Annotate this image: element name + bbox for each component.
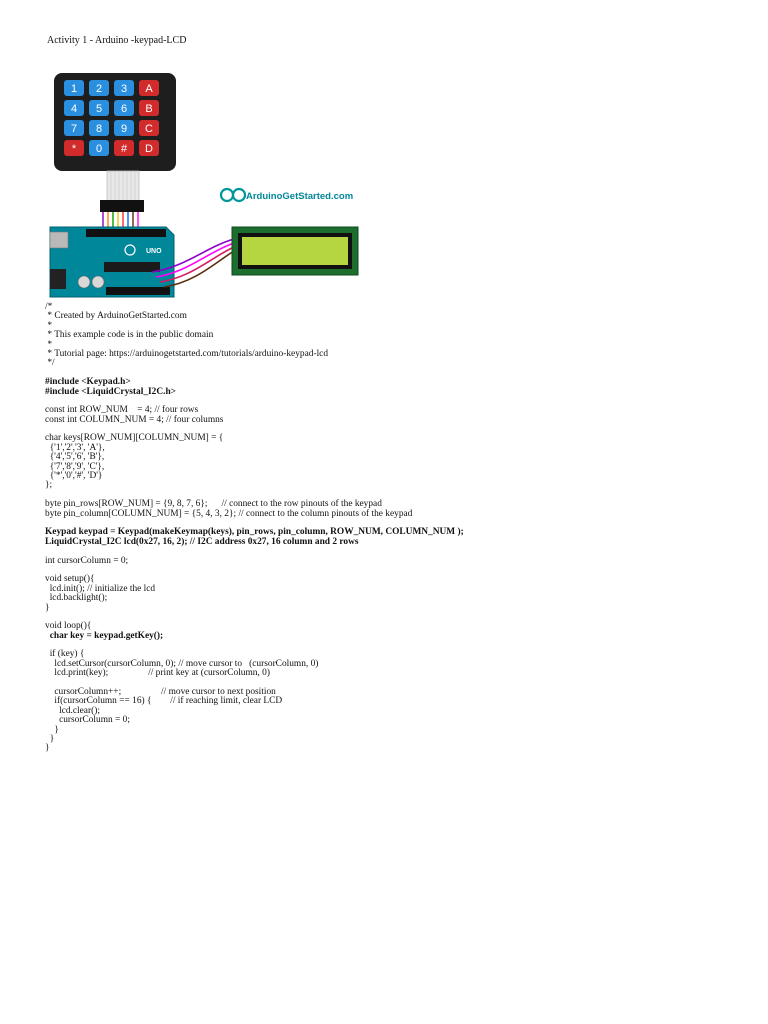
code-line: byte pin_column[COLUMN_NUM] = {5, 4, 3, 2}; // connect to the column pinouts of the keypad [45,508,413,519]
usb-port [50,232,68,248]
keypad-key [139,100,159,116]
code-line: if (key) { [45,649,85,660]
code-line: } [45,733,55,744]
code-line: } [45,743,50,754]
code-line: {'7','8','9', 'C'}, [45,461,105,472]
code-line: int cursorColumn = 0; [45,555,129,566]
code-line: char key = keypad.getKey(); [45,630,164,641]
keypad-key [64,100,84,116]
keypad-key [139,80,159,96]
logo-infinity-icon [221,189,233,201]
keypad-key [89,140,109,156]
code-line: lcd.setCursor(cursorColumn, 0); // move cursor to (cursorColumn, 0) [45,658,319,669]
keypad-key [139,120,159,136]
code-line: * [45,339,53,350]
header-top [86,229,166,237]
code-line: void loop(){ [45,621,92,632]
code-line: * Tutorial page: https://arduinogetstarted.com/tutorials/arduino-keypad-lcd [45,348,329,359]
code-line: cursorColumn = 0; [45,715,130,726]
code-line: } [45,602,50,613]
code-line: Keypad keypad = Keypad(makeKeymap(keys), pin_rows, pin_column, ROW_NUM, COLUMN_NUM ); [45,527,464,538]
code-listing [45,303,464,754]
code-line [45,613,464,622]
code-line: * Created by ArduinoGetStarted.com [45,311,187,322]
keypad-key [89,120,109,136]
code-line: * [45,320,53,331]
keypad-key-label: 8 [95,123,103,135]
code-line: byte pin_rows[ROW_NUM] = {9, 8, 7, 6}; // connect to the row pinouts of the keypad [45,499,382,510]
power-jack [50,269,66,289]
keypad-key [114,140,134,156]
code-line: lcd.backlight(); [45,593,108,604]
code-line: {'4','5','6', 'B'}, [45,452,105,463]
code-line: /* [45,302,53,312]
arduinogetstarted-logo [221,189,353,202]
code-line [45,641,464,650]
microcontroller-chip [104,262,160,272]
code-line [45,566,464,575]
code-line: lcd.print(key); // print key at (cursorColumn, 0) [45,668,270,679]
keypad-key-label: 9 [120,123,128,135]
keypad-key-label: C [145,123,153,135]
keypad-key-label: 1 [70,83,78,95]
keypad-key [89,80,109,96]
keypad-key [64,140,84,156]
keypad-key [114,120,134,136]
code-line: lcd.clear(); [45,705,100,716]
code-line: } [45,724,59,735]
keypad-key [64,120,84,136]
keypad-key-label: # [120,143,128,155]
code-line: const int COLUMN_NUM = 4; // four columns [45,414,224,425]
document-title: Activity 1 - Arduino -keypad-LCD [47,35,187,46]
code-line: LiquidCrystal_I2C lcd(0x27, 16, 2); // I2C address 0x27, 16 column and 2 rows [45,536,359,547]
code-line: if(cursorColumn == 16) { // if reaching limit, clear LCD [45,696,283,707]
header-bottom [106,287,170,295]
code-line: #include <Keypad.h> [45,377,131,388]
keypad-key-label: 6 [120,103,128,115]
keypad-key-label: 4 [70,103,78,115]
code-line: {'1','2','3', 'A'}, [45,442,105,453]
keypad-key-label: D [145,143,153,155]
code-line: * This example code is in the public domain [45,330,214,341]
keypad-key [64,80,84,96]
keypad-key-label: 5 [95,103,103,115]
keypad-key-label: 0 [95,143,103,155]
keypad-key-label: * [71,143,77,155]
code-line: cursorColumn++; // move cursor to next position [45,687,276,698]
wiring-diagram-figure [46,67,364,302]
code-line: void setup(){ [45,574,95,585]
code-line: lcd.init(); // initialize the lcd [45,583,156,594]
code-line: */ [45,358,55,369]
code-line: }; [45,480,53,491]
keypad-key-label: 7 [70,123,78,135]
keypad-key [139,140,159,156]
code-line: #include <LiquidCrystal_I2C.h> [45,386,177,397]
keypad-key [89,100,109,116]
lcd-screen [242,237,348,265]
logo-text: ArduinoGetStarted.com [246,191,354,202]
keypad-key [114,80,134,96]
keypad-key-label: B [145,103,153,115]
wiring-diagram [46,67,364,302]
keypad-key [114,100,134,116]
keypad-key-label: 3 [120,83,128,95]
ribbon-connector [100,200,144,212]
code-line: char keys[ROW_NUM][COLUMN_NUM] = { [45,433,224,444]
keypad-key-label: 2 [95,83,103,95]
keypad-key-label: A [145,83,153,95]
code-line: const int ROW_NUM = 4; // four rows [45,405,199,416]
board-label: UNO [146,248,162,255]
code-line: {'*','0','#', 'D'} [45,471,103,482]
